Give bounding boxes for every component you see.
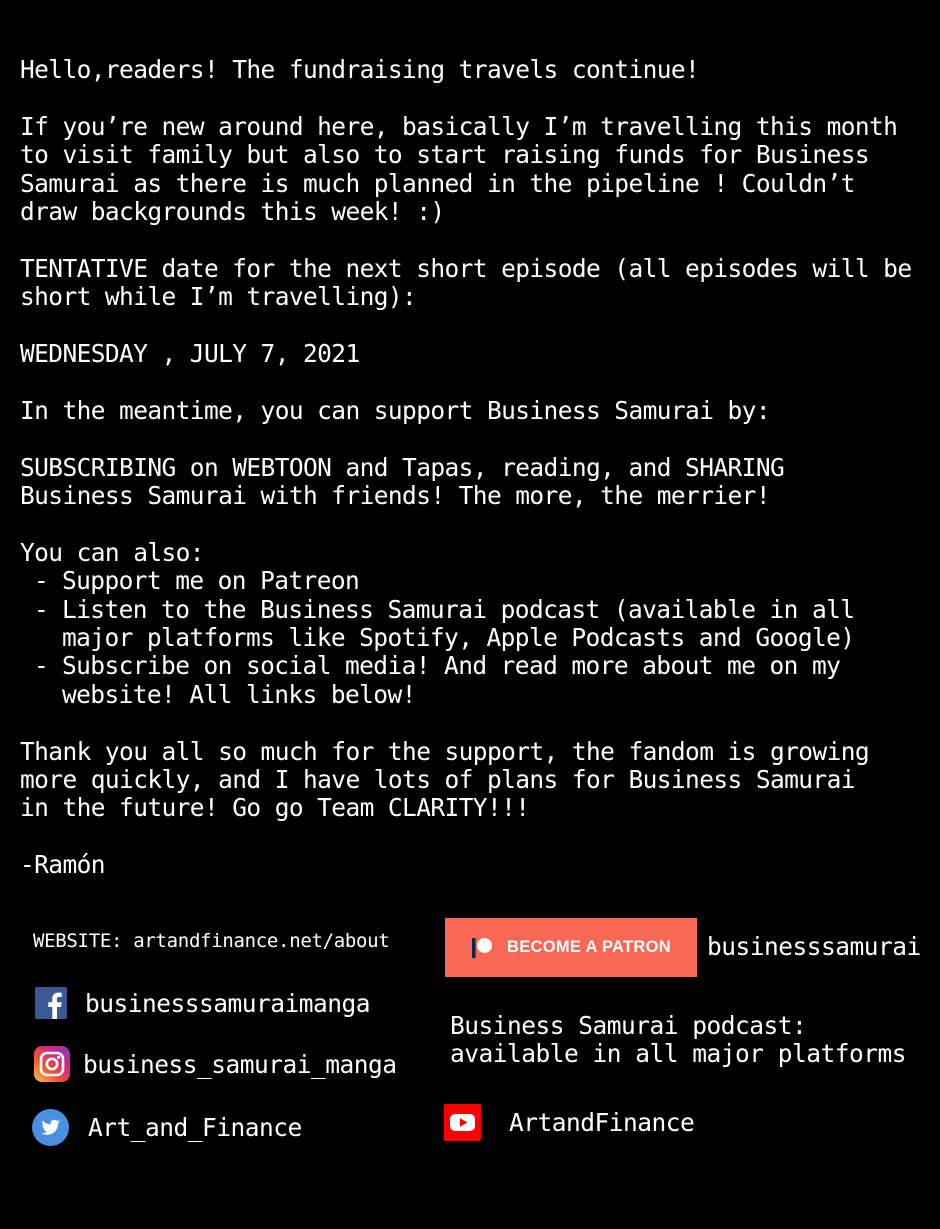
facebook-icon <box>35 987 67 1019</box>
podcast-note-line: available in all major platforms <box>450 1039 907 1069</box>
twitter-link[interactable] <box>32 1109 302 1146</box>
intro-paragraph: If you’re new around here, basically I’m travelling this month to visit family but also to start raising funds for Business Samurai as there is much planned in the pipeline ! Couldn’t draw backgrounds this week! :) <box>20 111 898 227</box>
announcement-letter <box>20 56 925 908</box>
youtube-link[interactable] <box>444 1104 694 1141</box>
bullet-dash: - <box>34 651 49 681</box>
patreon-icon <box>471 937 493 959</box>
list-item-text: Subscribe on social media! And read more about me on my website! All links below! <box>62 651 841 709</box>
thanks-paragraph: Thank you all so much for the support, the fandom is growing more quickly, and I have lots of plans for Business Samurai in the future! Go go Team CLARITY!!! <box>20 736 870 823</box>
episode-date: WEDNESDAY , JULY 7, 2021 <box>20 339 360 369</box>
instagram-icon <box>34 1046 70 1082</box>
also-list <box>20 567 925 709</box>
list-item <box>20 567 925 595</box>
instagram-link[interactable] <box>34 1046 397 1082</box>
become-a-patron-button[interactable] <box>445 918 697 977</box>
subscribe-paragraph: SUBSCRIBING on WEBTOON and Tapas, reading, and SHARING Business Samurai with friends! The more, the merrier! <box>20 452 785 511</box>
twitter-handle: Art_and_Finance <box>88 1113 302 1142</box>
bullet-dash: - <box>34 566 49 596</box>
patreon-handle[interactable]: businesssamurai <box>707 932 921 961</box>
list-item-text: Listen to the Business Samurai podcast (available in all major platforms like Spotify, Apple Podcasts and Google) <box>62 594 855 653</box>
podcast-note <box>450 1012 906 1069</box>
list-item-text: Support me on Patreon <box>62 566 360 596</box>
instagram-handle: business_samurai_manga <box>83 1049 397 1079</box>
youtube-handle: ArtandFinance <box>509 1108 695 1137</box>
podcast-note-line: Business Samurai podcast: <box>450 1011 807 1040</box>
youtube-icon <box>444 1104 481 1141</box>
patreon-button-label: BECOME A PATRON <box>507 938 671 956</box>
website-link[interactable]: WEBSITE: artandfinance.net/about <box>33 930 390 952</box>
greeting-text: Hello,readers! The fundraising travels continue! <box>20 55 700 84</box>
support-intro: In the meantime, you can support Business Samurai by: <box>20 395 770 425</box>
bullet-dash: - <box>34 594 49 624</box>
facebook-link[interactable] <box>35 987 370 1019</box>
tentative-date-paragraph: TENTATIVE date for the next short episode (all episodes will be short while I’m travelling): <box>20 253 912 312</box>
list-item <box>20 652 925 709</box>
signoff: -Ramón <box>20 850 105 880</box>
facebook-handle: businesssamuraimanga <box>85 988 371 1018</box>
twitter-icon <box>32 1109 69 1146</box>
also-heading: You can also: <box>20 537 204 567</box>
list-item <box>20 596 925 653</box>
